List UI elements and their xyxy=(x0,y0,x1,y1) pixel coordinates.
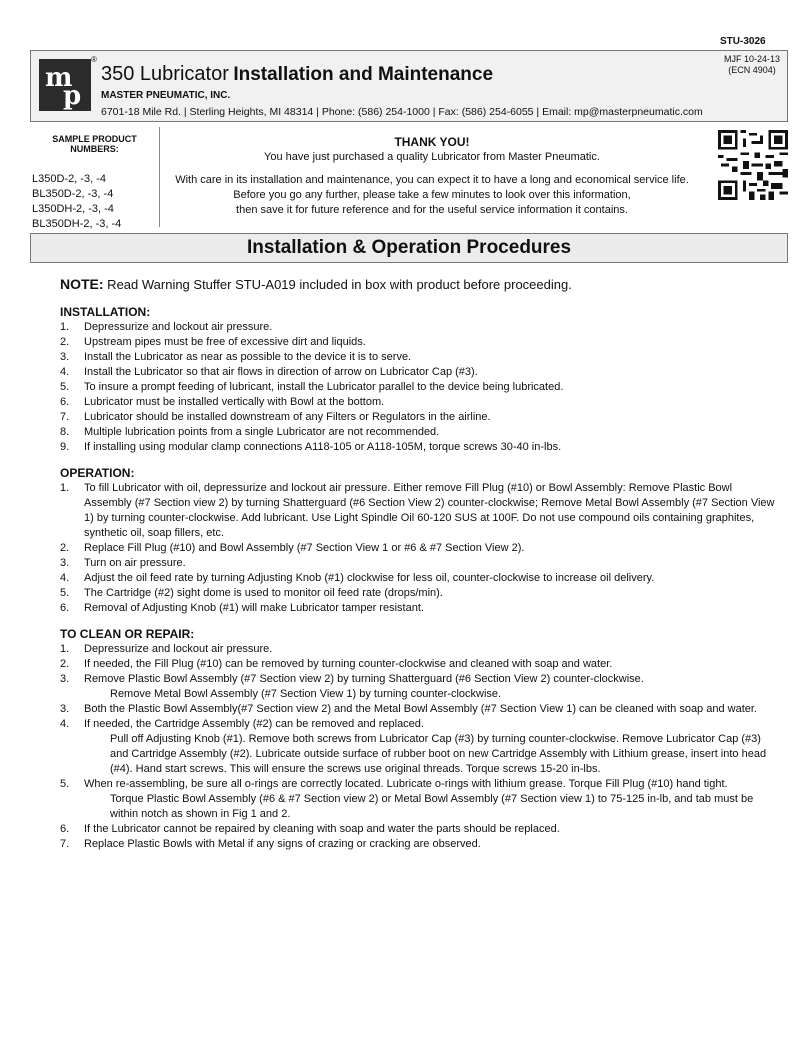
list-item-detail: Remove Metal Bowl Assembly (#7 Section View 1) by turning counter-clockwise. xyxy=(110,688,502,700)
clean-repair-heading: TO CLEAN OR REPAIR: xyxy=(60,627,195,641)
note-label: NOTE: xyxy=(60,276,104,292)
item-number: 5. xyxy=(60,778,70,790)
item-text: Both the Plastic Bowl Assembly(#7 Section view 2) and the Metal Bowl Assembly (#7 Section View 1) can be cleaned with soap and water. xyxy=(84,703,757,715)
list-item xyxy=(60,541,780,556)
document-id: STU-3026 xyxy=(720,36,766,47)
list-item xyxy=(60,657,780,672)
item-text: Turn on air pressure. xyxy=(84,557,186,569)
sample-product-number: L350DH-2, -3, -4 xyxy=(32,203,114,215)
list-item xyxy=(60,586,780,601)
item-text: The Cartridge (#2) sight dome is used to monitor oil feed rate (drops/min). xyxy=(84,587,443,599)
item-number: 7. xyxy=(60,411,70,423)
list-item-detail: Torque Plastic Bowl Assembly (#6 & #7 Section view 2) or Metal Bowl Assembly (#7 Section view 1) to 75-125 in-lb, and tab must be within notch as shown in Fig 1 and 2. xyxy=(110,793,754,820)
operation-heading: OPERATION: xyxy=(60,466,135,480)
item-number: 1. xyxy=(60,643,70,655)
list-item xyxy=(60,777,780,792)
list-item xyxy=(60,702,780,717)
item-number: 5. xyxy=(60,587,70,599)
item-text: If needed, the Fill Plug (#10) can be removed by turning counter-clockwise and cleaned with soap and water. xyxy=(84,658,613,670)
list-item xyxy=(60,440,780,455)
header xyxy=(30,50,788,122)
list-item xyxy=(60,365,780,380)
item-text: If the Lubricator cannot be repaired by cleaning with soap and water the parts should be replaced. xyxy=(84,823,560,835)
item-text: Lubricator should be installed downstream of any Filters or Regulators in the airline. xyxy=(84,411,491,423)
list-item xyxy=(60,380,780,395)
installation-heading: INSTALLATION: xyxy=(60,305,151,319)
item-number: 3. xyxy=(60,351,70,363)
warning-note xyxy=(60,276,572,292)
item-number: 2. xyxy=(60,336,70,348)
sample-product-numbers xyxy=(30,127,160,230)
installation-list xyxy=(60,320,780,455)
item-number: 3. xyxy=(60,557,70,569)
item-text: Replace Plastic Bowls with Metal if any signs of crazing or cracking are observed. xyxy=(84,838,481,850)
page-title xyxy=(101,63,493,86)
item-text: To insure a prompt feeding of lubricant, install the Lubricator parallel to the device being lubricated. xyxy=(84,381,564,393)
list-item xyxy=(60,571,780,586)
item-text: Adjust the oil feed rate by turning Adjusting Knob (#1) clockwise for less oil, counter-clockwise to increase oil delivery. xyxy=(84,572,655,584)
revision-info: MJF 10-24-13 (ECN 4904) xyxy=(724,54,781,75)
list-item xyxy=(60,822,780,837)
sample-label: SAMPLE PRODUCT NUMBERS: xyxy=(52,134,137,154)
item-text: To fill Lubricator with oil, depressurize and lockout air pressure. Either remove Fill Plug (#10) or Bowl Assembly: Remove Plastic Bowl Assembly (#7 Section view 2) by turning Shatterguard (#6 Section View 2) counter-clockwise; Remove Metal Bowl Assembly (#7 Section View 1) by turning counter-clockwise. Add lubricant. Use Light Spindle Oil 60-120 SUS at 100F. Do not use compound oils containing graphites, synthetic oil, soap fillers, etc. xyxy=(84,482,775,539)
sample-product-number: BL350D-2, -3, -4 xyxy=(32,188,114,200)
item-number: 8. xyxy=(60,426,70,438)
item-number: 2. xyxy=(60,542,70,554)
list-item xyxy=(60,350,780,365)
item-text: Multiple lubrication points from a single Lubricator are not recommended. xyxy=(84,426,440,438)
item-number: 6. xyxy=(60,823,70,835)
item-text: Install the Lubricator as near as possible to the device it is to serve. xyxy=(84,351,412,363)
item-number: 1. xyxy=(60,482,70,494)
item-text: Lubricator must be installed vertically with Bowl at the bottom. xyxy=(84,396,385,408)
item-number: 4. xyxy=(60,572,70,584)
sample-list xyxy=(30,172,159,232)
item-number: 7. xyxy=(60,838,70,850)
item-number: 3. xyxy=(60,673,70,685)
list-item-detail: Pull off Adjusting Knob (#1). Remove both screws from Lubricator Cap (#3) by turning counter-clockwise. Remove Lubricator Cap (#3) and Cartridge Assembly (#2). Lubricate outside surface of rubber boot on new Cartridge Assembly with Lithium grease, insert into head (#4). Hand start screws. This will ensure the screws use original threads. Torque screws 15-20 in-lbs. xyxy=(110,733,767,775)
product-name: 350 Lubricator xyxy=(101,63,229,85)
list-item xyxy=(60,717,780,732)
operation-list xyxy=(60,481,780,616)
company-name: MASTER PNEUMATIC, INC. xyxy=(101,90,231,101)
item-text: Install the Lubricator so that air flows in direction of arrow on Lubricator Cap (#3). xyxy=(84,366,478,378)
item-number: 9. xyxy=(60,441,70,453)
sample-product-number: BL350DH-2, -3, -4 xyxy=(32,218,122,230)
item-text: If installing using modular clamp connections A118-105 or A118-105M, torque screws 30-40 in-lbs. xyxy=(84,441,562,453)
list-item xyxy=(60,837,780,852)
list-item xyxy=(60,395,780,410)
item-number: 1. xyxy=(60,321,70,333)
company-logo: m p xyxy=(39,59,91,111)
company-address: 6701-18 Mile Rd. | Sterling Heights, MI 48314 | Phone: (586) 254-1000 | Fax: (586) 254-6055 | Email: mp@masterpneumatic.com xyxy=(101,106,703,118)
item-text: When re-assembling, be sure all o-rings are correctly located. Lubricate o-rings with lithium grease. Torque Fill Plug (#10) hand tight. xyxy=(84,778,728,790)
item-text: Depressurize and lockout air pressure. xyxy=(84,643,273,655)
clean-repair-list xyxy=(60,642,780,852)
registered-mark: ® xyxy=(91,55,97,64)
thank-you-message: THANK YOU! You have just purchased a quality Lubricator from Master Pneumatic. With care in its installation and maintenance, you can expect it to have a long and economical service life. Before you go any further, please take a few minutes to look over this information, then save it for future reference and for the useful service information it contains. xyxy=(162,135,702,218)
thank-you-title: THANK YOU! xyxy=(394,135,470,149)
item-number: 2. xyxy=(60,658,70,670)
item-number: 3. xyxy=(60,703,70,715)
item-text: Upstream pipes must be free of excessive dirt and liquids. xyxy=(84,336,366,348)
doc-title: Installation and Maintenance xyxy=(233,64,494,85)
list-item xyxy=(60,642,780,657)
qr-code-icon xyxy=(718,130,788,200)
item-number: 5. xyxy=(60,381,70,393)
note-text: Read Warning Stuffer STU-A019 included in box with product before proceeding. xyxy=(103,277,572,292)
item-text: Depressurize and lockout air pressure. xyxy=(84,321,273,333)
item-text: Removal of Adjusting Knob (#1) will make Lubricator tamper resistant. xyxy=(84,602,424,614)
item-number: 4. xyxy=(60,366,70,378)
list-item xyxy=(60,410,780,425)
list-item xyxy=(60,425,780,440)
section-title: Installation & Operation Procedures xyxy=(30,233,788,263)
item-number: 6. xyxy=(60,396,70,408)
procedures xyxy=(60,305,780,852)
list-item xyxy=(60,672,780,687)
list-item xyxy=(60,556,780,571)
list-item xyxy=(60,320,780,335)
item-number: 4. xyxy=(60,718,70,730)
list-item xyxy=(60,335,780,350)
item-number: 6. xyxy=(60,602,70,614)
list-item xyxy=(60,601,780,616)
list-item xyxy=(60,481,780,541)
item-text: If needed, the Cartridge Assembly (#2) can be removed and replaced. xyxy=(84,718,424,730)
sample-product-number: L350D-2, -3, -4 xyxy=(32,173,106,185)
item-text: Replace Fill Plug (#10) and Bowl Assembly (#7 Section View 1 or #6 & #7 Section View 2). xyxy=(84,542,525,554)
item-text: Remove Plastic Bowl Assembly (#7 Section view 2) by turning Shatterguard (#6 Section View 2) counter-clockwise. xyxy=(84,673,644,685)
